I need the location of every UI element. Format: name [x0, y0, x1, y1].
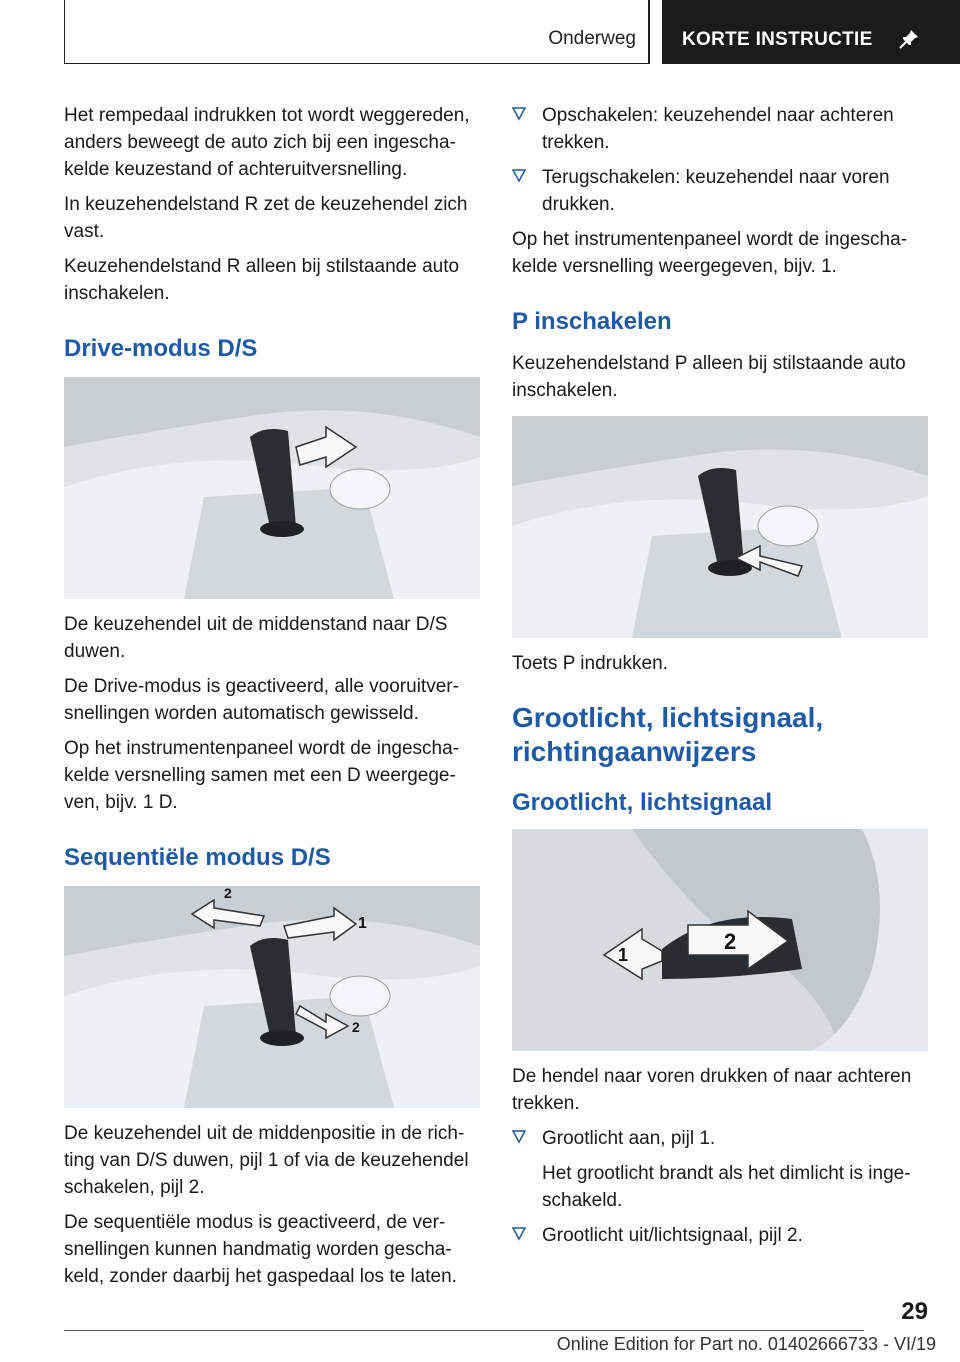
arrow-label-2: 2	[352, 1019, 360, 1035]
arrow-label-2: 2	[224, 886, 232, 901]
paragraph: Op het instrumentenpaneel wordt de ingeschakelde versnelling samen met een D weergegeven, bijv. 1 D.	[64, 738, 460, 813]
figure-gear-selector-sequential	[64, 886, 480, 1108]
paragraph: De Drive-modus is geactiveerd, alle vooruitversnellingen worden automatisch gewisseld.	[64, 676, 459, 724]
instruction-list	[512, 102, 930, 218]
figure-high-beam-lever	[512, 829, 928, 1051]
paragraph: Keuzehendelstand R alleen bij stilstaande auto inschakelen.	[64, 256, 460, 304]
list-item	[512, 1125, 930, 1152]
paragraph: De keuzehendel uit de middenpositie in de richting van D/S duwen, pijl 1 of via de keuzehendel schakelen, pijl 2.	[64, 1123, 469, 1198]
footer-rule	[64, 1330, 864, 1331]
header-section-title: Onderweg	[548, 28, 636, 49]
list-arrow-icon	[512, 106, 526, 122]
paragraph: In keuzehendelstand R zet de keuzehendel zich vast.	[64, 194, 468, 242]
header-divider	[648, 0, 650, 64]
header-chapter-tab	[662, 0, 960, 64]
list-arrow-icon	[512, 168, 526, 184]
paragraph: Toets P indrukken.	[512, 653, 668, 674]
header-rule-left	[64, 0, 65, 64]
list-item-detail: Het grootlicht brandt als het dimlicht is ingeschakeld.	[542, 1163, 911, 1211]
right-column	[512, 102, 930, 1257]
subsection-heading-high-beam: Grootlicht, lichtsignaal	[512, 789, 773, 816]
paragraph: De keuzehendel uit de middenstand naar D/S duwen.	[64, 614, 448, 662]
paragraph: Op het instrumentenpaneel wordt de ingeschakelde versnelling weergegeven, bijv. 1.	[512, 229, 908, 277]
list-item	[512, 164, 930, 218]
footer-edition: Online Edition for Part no. 01402666733 - VI/19	[556, 1334, 936, 1354]
paragraph: De hendel naar voren drukken of naar achteren trekken.	[512, 1066, 912, 1114]
figure-gear-selector-drive	[64, 377, 480, 599]
paragraph: De sequentiële modus is geactiveerd, de versnellingen kunnen handmatig worden geschakeld, zonder daarbij het gaspedaal los te laten.	[64, 1212, 457, 1287]
list-item	[512, 102, 930, 156]
arrow-label-1: 1	[618, 945, 629, 965]
header-rule-bottom	[64, 63, 650, 64]
section-heading-lights: Grootlicht, lichtsignaal, richtingaanwijzers	[512, 702, 824, 767]
page-number: 29	[901, 1298, 928, 1325]
figure-park-button	[512, 416, 928, 638]
instruction-list	[512, 1222, 930, 1249]
left-column	[64, 102, 482, 1298]
list-arrow-icon	[512, 1226, 526, 1242]
list-item-text: Opschakelen: keuzehendel naar achteren trekken.	[542, 105, 894, 153]
list-item	[512, 1222, 930, 1249]
list-item-text: Grootlicht uit/lichtsignaal, pijl 2.	[542, 1225, 803, 1246]
pushpin-icon	[898, 28, 920, 50]
arrow-label-2: 2	[724, 929, 737, 954]
section-heading-park: P inschakelen	[512, 308, 672, 335]
paragraph: Het rempedaal indrukken tot wordt weggereden, anders beweegt de auto zich bij een ingeschakelde keuzestand of achteruitversnelling.	[64, 105, 470, 180]
header-chapter-label: KORTE INSTRUCTIE	[682, 29, 873, 50]
list-item-text: Terugschakelen: keuzehendel naar voren drukken.	[542, 167, 890, 215]
list-arrow-icon	[512, 1129, 526, 1145]
arrow-label-1: 1	[358, 915, 367, 932]
instruction-list	[512, 1125, 930, 1152]
paragraph: Keuzehendelstand P alleen bij stilstaande auto inschakelen.	[512, 353, 906, 401]
section-heading-drive: Drive-modus D/S	[64, 335, 258, 362]
list-item-text: Grootlicht aan, pijl 1.	[542, 1128, 716, 1149]
section-heading-sequential: Sequentiële modus D/S	[64, 844, 331, 871]
